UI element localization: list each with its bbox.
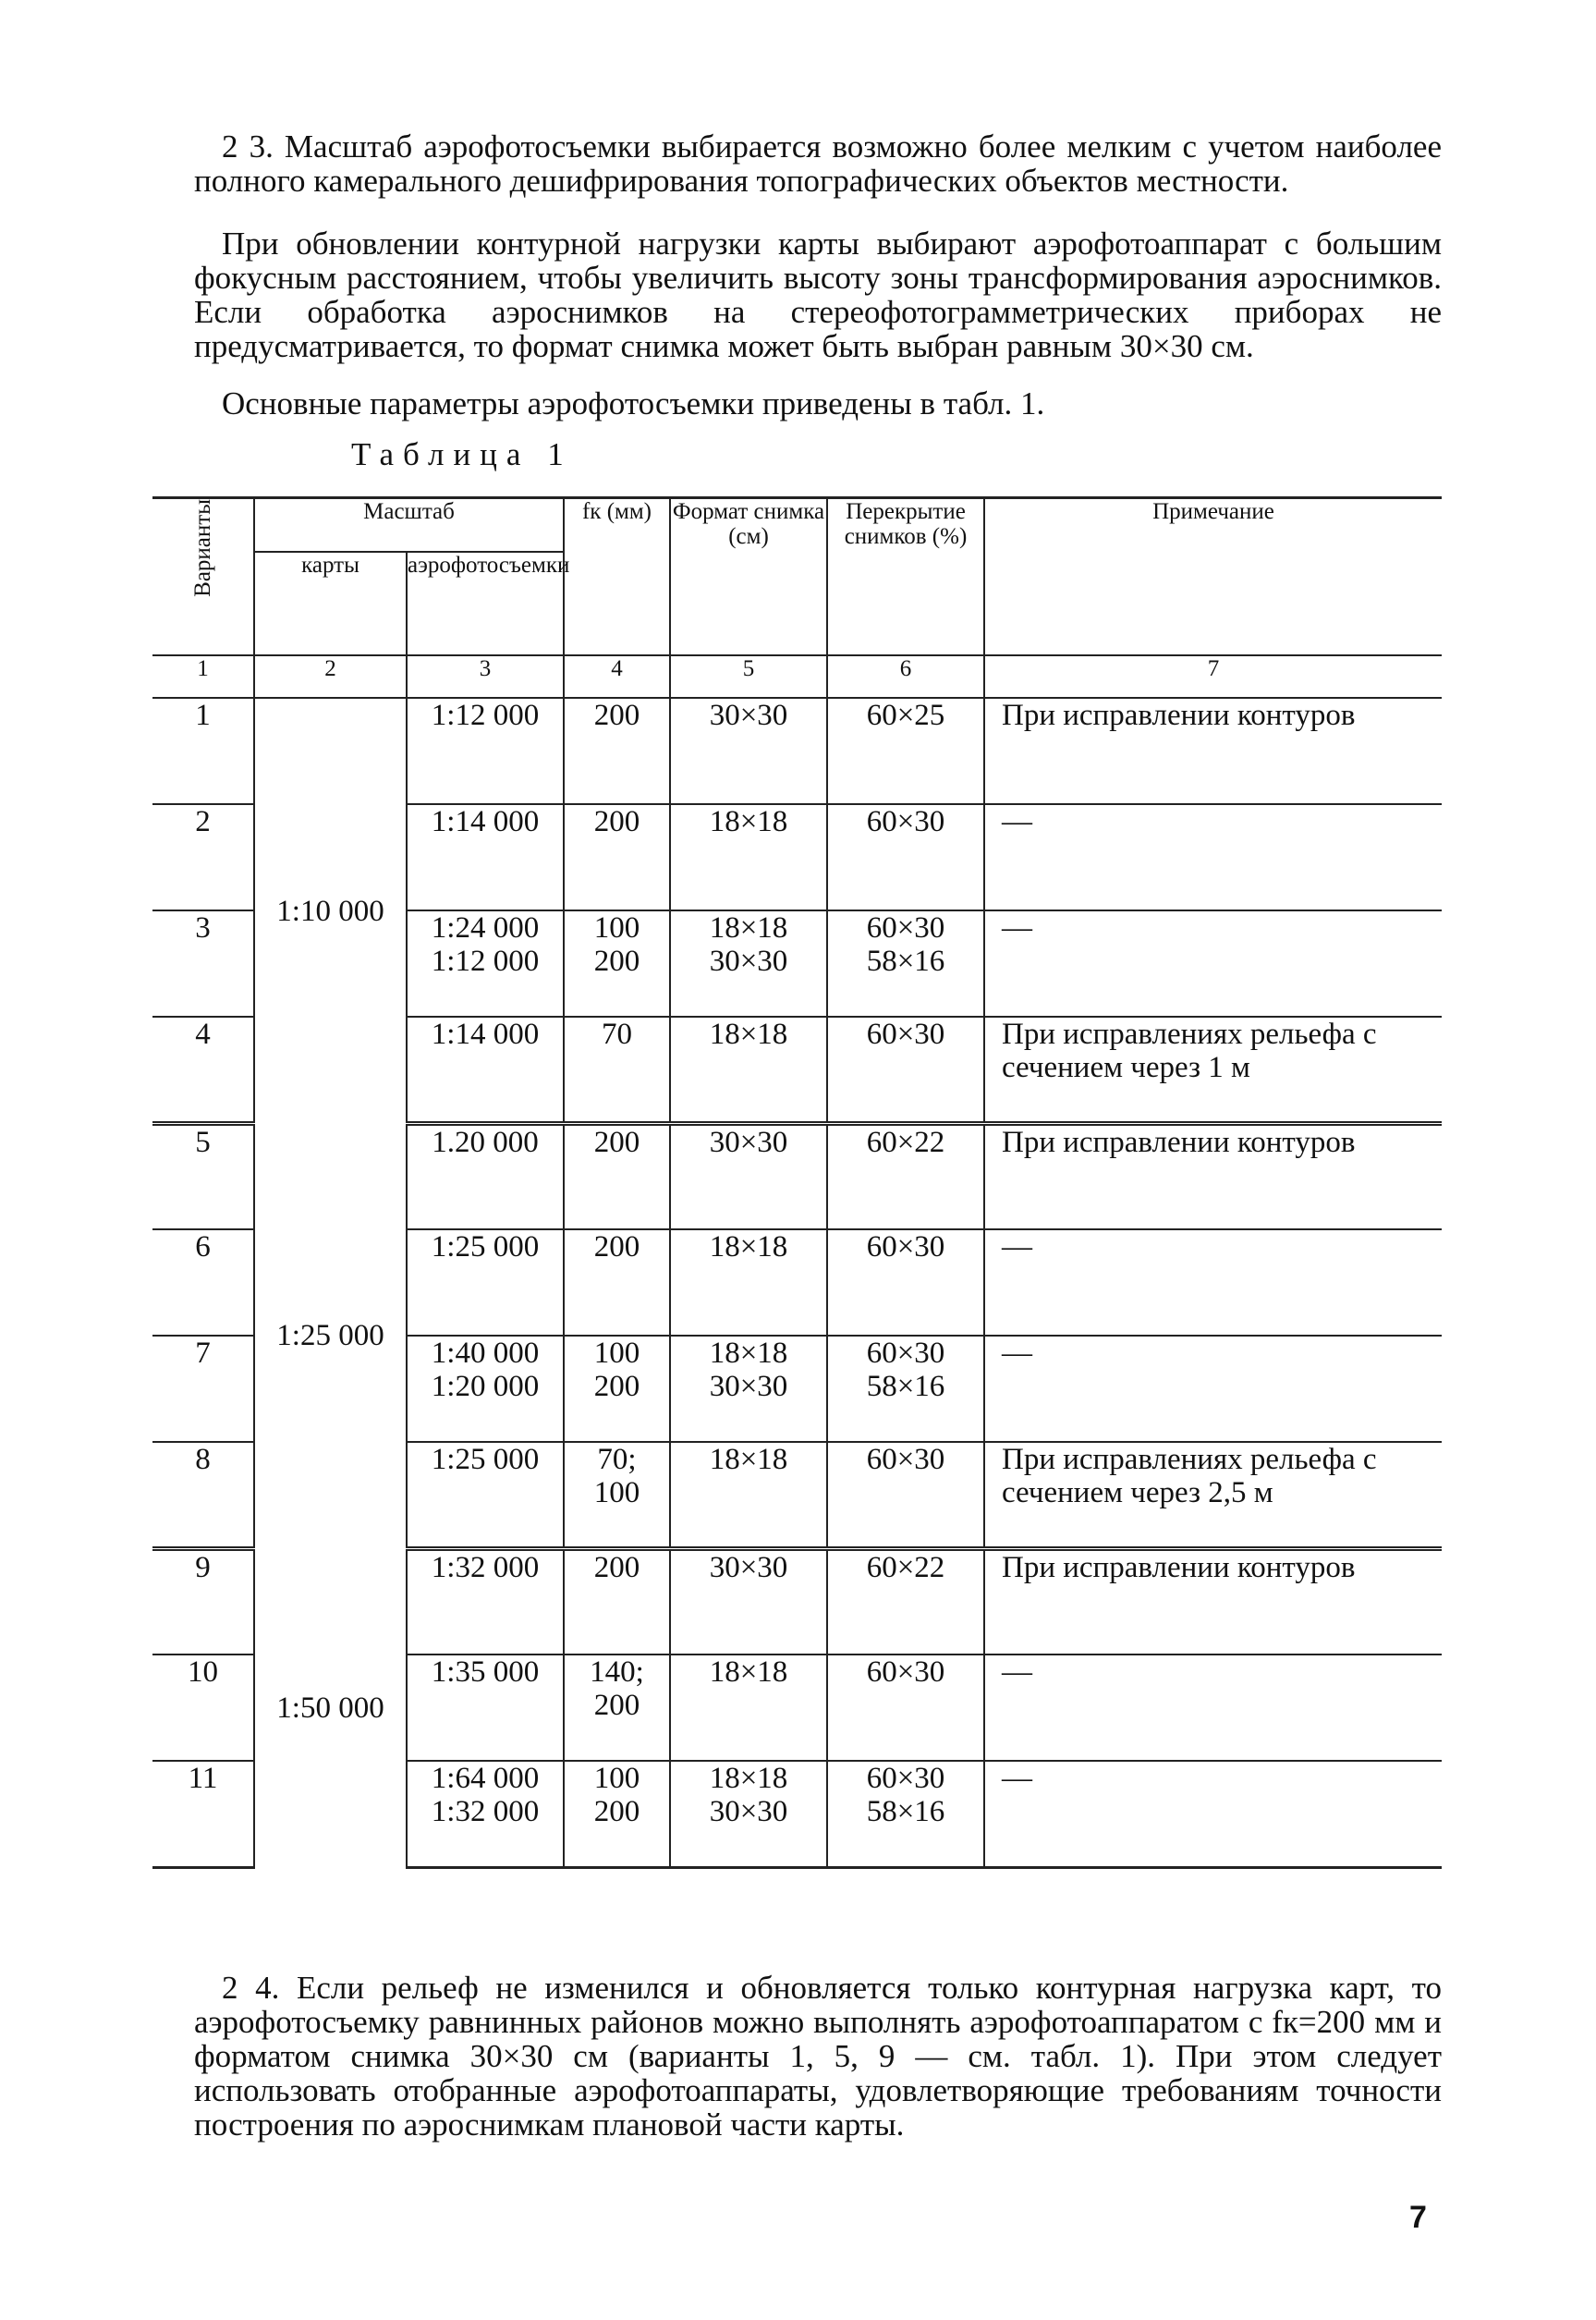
cell-note: При исправлении контуров [984, 698, 1442, 804]
table-caption: Таблица 1 [351, 436, 573, 472]
header-map-scale: карты [254, 552, 407, 655]
cell-variant: 6 [152, 1229, 254, 1336]
cell-overlap: 60×30 [827, 1229, 984, 1336]
cell-format: 18×18 [670, 1229, 827, 1336]
cell-map-scale: 1:50 000 [254, 1548, 407, 1867]
table-body [152, 698, 1442, 1867]
cell-note: — [984, 804, 1442, 910]
cell-fk: 200 [564, 1123, 670, 1229]
column-numbers-row [152, 655, 1442, 698]
cell-variant: 1 [152, 698, 254, 804]
cell-overlap: 60×30 [827, 1442, 984, 1548]
cell-variant: 7 [152, 1336, 254, 1442]
column-number: 5 [670, 655, 827, 698]
cell-format: 30×30 [670, 1123, 827, 1229]
header-fk: fк (мм) [564, 498, 670, 656]
column-number: 2 [254, 655, 407, 698]
column-number: 3 [407, 655, 564, 698]
table-row [152, 698, 1442, 804]
cell-variant: 4 [152, 1017, 254, 1123]
cell-map-scale: 1:25 000 [254, 1123, 407, 1548]
cell-overlap: 60×22 [827, 1123, 984, 1229]
cell-variant: 11 [152, 1761, 254, 1867]
header-variants: Варианты [152, 498, 254, 656]
cell-map-scale: 1:10 000 [254, 698, 407, 1123]
cell-aerial-scale: 1:24 000 1:12 000 [407, 910, 564, 1017]
header-scale: Масштаб [254, 498, 564, 553]
cell-note: — [984, 1655, 1442, 1761]
column-number: 7 [984, 655, 1442, 698]
cell-note: — [984, 1761, 1442, 1867]
cell-overlap: 60×30 58×16 [827, 910, 984, 1017]
cell-aerial-scale: 1:25 000 [407, 1229, 564, 1336]
cell-overlap: 60×30 [827, 1655, 984, 1761]
cell-note: При исправлениях рельефа с сечением через 2,5 м [984, 1442, 1442, 1548]
cell-note: При исправлении контуров [984, 1123, 1442, 1229]
cell-aerial-scale: 1:12 000 [407, 698, 564, 804]
header-note: Примечание [984, 498, 1442, 656]
parameters-table [152, 496, 1442, 1869]
cell-overlap: 60×30 [827, 804, 984, 910]
cell-fk: 200 [564, 1229, 670, 1336]
page-number: 7 [1409, 2200, 1427, 2235]
cell-aerial-scale: 1:35 000 [407, 1655, 564, 1761]
paragraph-2-3: 2 3. Масштаб аэрофотосъемки выбирается возможно более мелким с учетом наиболее полного камерального дешифрирования топографических объектов местности. [194, 128, 1442, 199]
cell-aerial-scale: 1:32 000 [407, 1548, 564, 1655]
cell-format: 18×18 [670, 804, 827, 910]
cell-aerial-scale: 1:40 000 1:20 000 [407, 1336, 564, 1442]
cell-note: При исправлении контуров [984, 1548, 1442, 1655]
header-overlap: Перекрытие снимков (%) [827, 498, 984, 656]
cell-format: 18×18 30×30 [670, 910, 827, 1017]
cell-aerial-scale: 1:25 000 [407, 1442, 564, 1548]
cell-note: — [984, 1229, 1442, 1336]
cell-fk: 100 200 [564, 1761, 670, 1867]
cell-fk: 70 [564, 1017, 670, 1123]
cell-fk: 200 [564, 804, 670, 910]
cell-variant: 8 [152, 1442, 254, 1548]
cell-format: 30×30 [670, 1548, 827, 1655]
cell-aerial-scale: 1.20 000 [407, 1123, 564, 1229]
cell-fk: 100 200 [564, 910, 670, 1017]
table-row [152, 1123, 1442, 1229]
cell-overlap: 60×30 58×16 [827, 1336, 984, 1442]
cell-overlap: 60×22 [827, 1548, 984, 1655]
cell-overlap: 60×30 58×16 [827, 1761, 984, 1867]
cell-variant: 5 [152, 1123, 254, 1229]
cell-variant: 3 [152, 910, 254, 1017]
cell-aerial-scale: 1:14 000 [407, 1017, 564, 1123]
cell-overlap: 60×30 [827, 1017, 984, 1123]
cell-variant: 2 [152, 804, 254, 910]
paragraph-2-4: 2 4. Если рельеф не изменился и обновляется только контурная нагрузка карт, то аэрофотосъемку равнинных районов можно выполнять аэрофотоаппаратом с fк=200 мм и форматом снимка 30×30 см (варианты 1, 5, 9 — см. табл. 1). При этом следует использовать отобранные аэрофотоаппараты, удовлетворяющие требованиям точности построения по аэроснимкам плановой части карты. [194, 1970, 1442, 2143]
table-row [152, 1548, 1442, 1655]
cell-variant: 9 [152, 1548, 254, 1655]
cell-fk: 70; 100 [564, 1442, 670, 1548]
header-format: Формат снимка (см) [670, 498, 827, 656]
cell-fk: 100 200 [564, 1336, 670, 1442]
paragraph-2-3-continued: При обновлении контурной нагрузки карты выбирают аэрофотоаппарат с большим фокусным расстоянием, чтобы увеличить высоту зоны трансформирования аэроснимков. Если обработка аэроснимков на стереофотограмметрических приборах не предусматривается, то формат снимка может быть выбран равным 30×30 см. [194, 226, 1442, 364]
cell-variant: 10 [152, 1655, 254, 1761]
cell-format: 30×30 [670, 698, 827, 804]
column-number: 4 [564, 655, 670, 698]
column-number: 6 [827, 655, 984, 698]
cell-fk: 200 [564, 1548, 670, 1655]
cell-format: 18×18 [670, 1442, 827, 1548]
paragraph-2-3-table-reference: Основные параметры аэрофотосъемки приведены в табл. 1. [222, 385, 1045, 421]
cell-format: 18×18 30×30 [670, 1761, 827, 1867]
cell-overlap: 60×25 [827, 698, 984, 804]
cell-note: При исправлениях рельефа с сечением через 1 м [984, 1017, 1442, 1123]
cell-note: — [984, 1336, 1442, 1442]
cell-note: — [984, 910, 1442, 1017]
cell-fk: 140; 200 [564, 1655, 670, 1761]
cell-aerial-scale: 1:14 000 [407, 804, 564, 910]
cell-aerial-scale: 1:64 000 1:32 000 [407, 1761, 564, 1867]
header-aerial-scale: аэрофотосъемки [407, 552, 564, 655]
column-number: 1 [152, 655, 254, 698]
cell-format: 18×18 30×30 [670, 1336, 827, 1442]
cell-fk: 200 [564, 698, 670, 804]
cell-format: 18×18 [670, 1655, 827, 1761]
cell-format: 18×18 [670, 1017, 827, 1123]
